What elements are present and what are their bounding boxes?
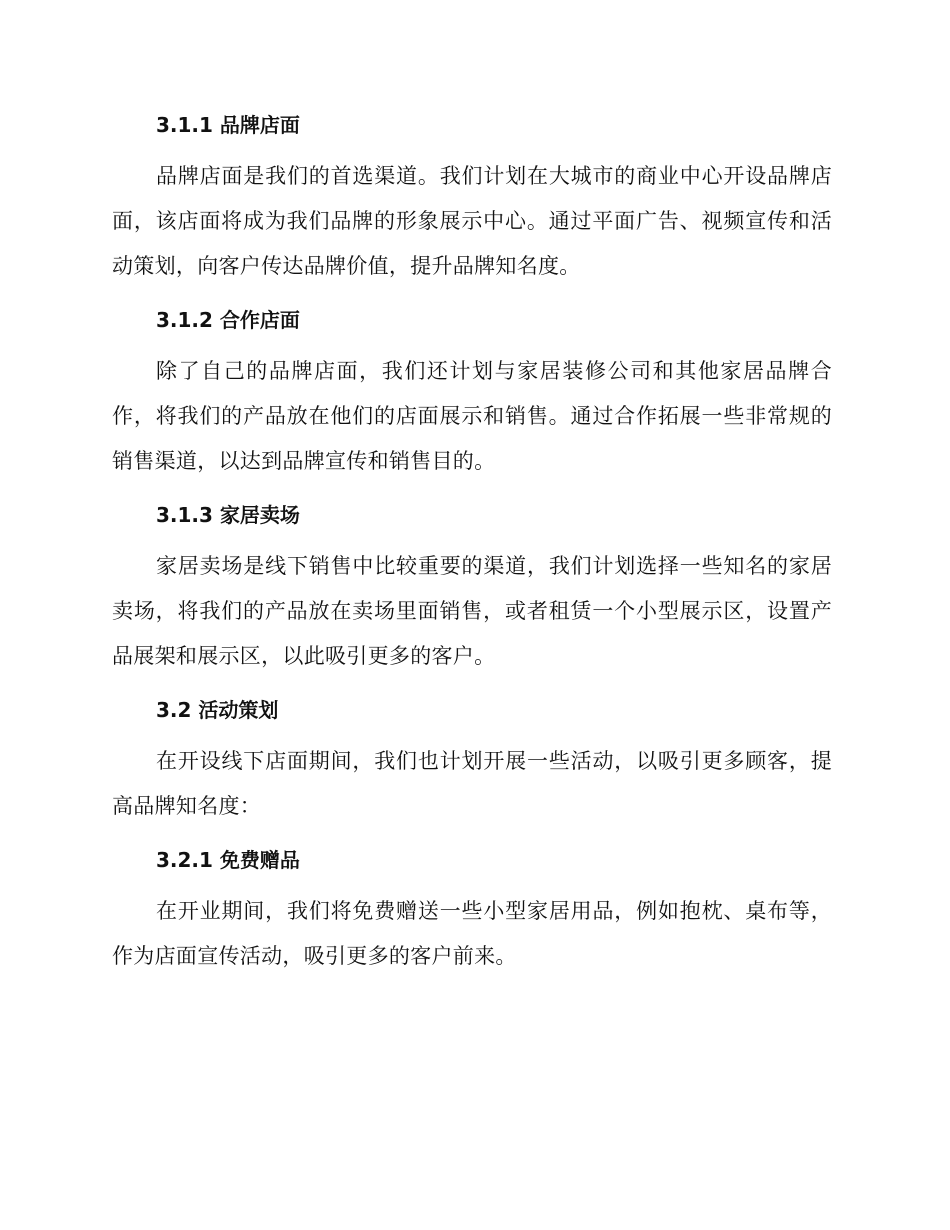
section-paragraph: 除了自己的品牌店面，我们还计划与家居装修公司和其他家居品牌合作，将我们的产品放在他们的店面展示和销售。通过合作拓展一些非常规的销售渠道，以达到品牌宣传和销售目的。 <box>112 359 832 473</box>
section-heading: 3.1.2 合作店面 <box>156 308 300 332</box>
section-paragraph: 品牌店面是我们的首选渠道。我们计划在大城市的商业中心开设品牌店面，该店面将成为我们品牌的形象展示中心。通过平面广告、视频宣传和活动策划，向客户传达品牌价值，提升品牌知名度。 <box>112 164 832 278</box>
section-3-2 <box>112 695 832 829</box>
section-heading: 3.1.3 家居卖场 <box>156 503 300 527</box>
section-heading: 3.1.1 品牌店面 <box>156 113 300 137</box>
section-3-1-2 <box>112 305 832 484</box>
section-3-1-1 <box>112 110 832 289</box>
section-paragraph: 在开业期间，我们将免费赠送一些小型家居用品，例如抱枕、桌布等，作为店面宣传活动，吸引更多的客户前来。 <box>112 899 832 968</box>
section-3-1-3 <box>112 500 832 679</box>
document-page <box>112 110 832 995</box>
section-paragraph: 家居卖场是线下销售中比较重要的渠道，我们计划选择一些知名的家居卖场，将我们的产品放在卖场里面销售，或者租赁一个小型展示区，设置产品展架和展示区，以此吸引更多的客户。 <box>112 554 832 668</box>
section-paragraph: 在开设线下店面期间，我们也计划开展一些活动，以吸引更多顾客，提高品牌知名度： <box>112 749 832 818</box>
section-3-2-1 <box>112 845 832 979</box>
section-heading: 3.2.1 免费赠品 <box>156 848 300 872</box>
section-heading: 3.2 活动策划 <box>156 698 279 722</box>
